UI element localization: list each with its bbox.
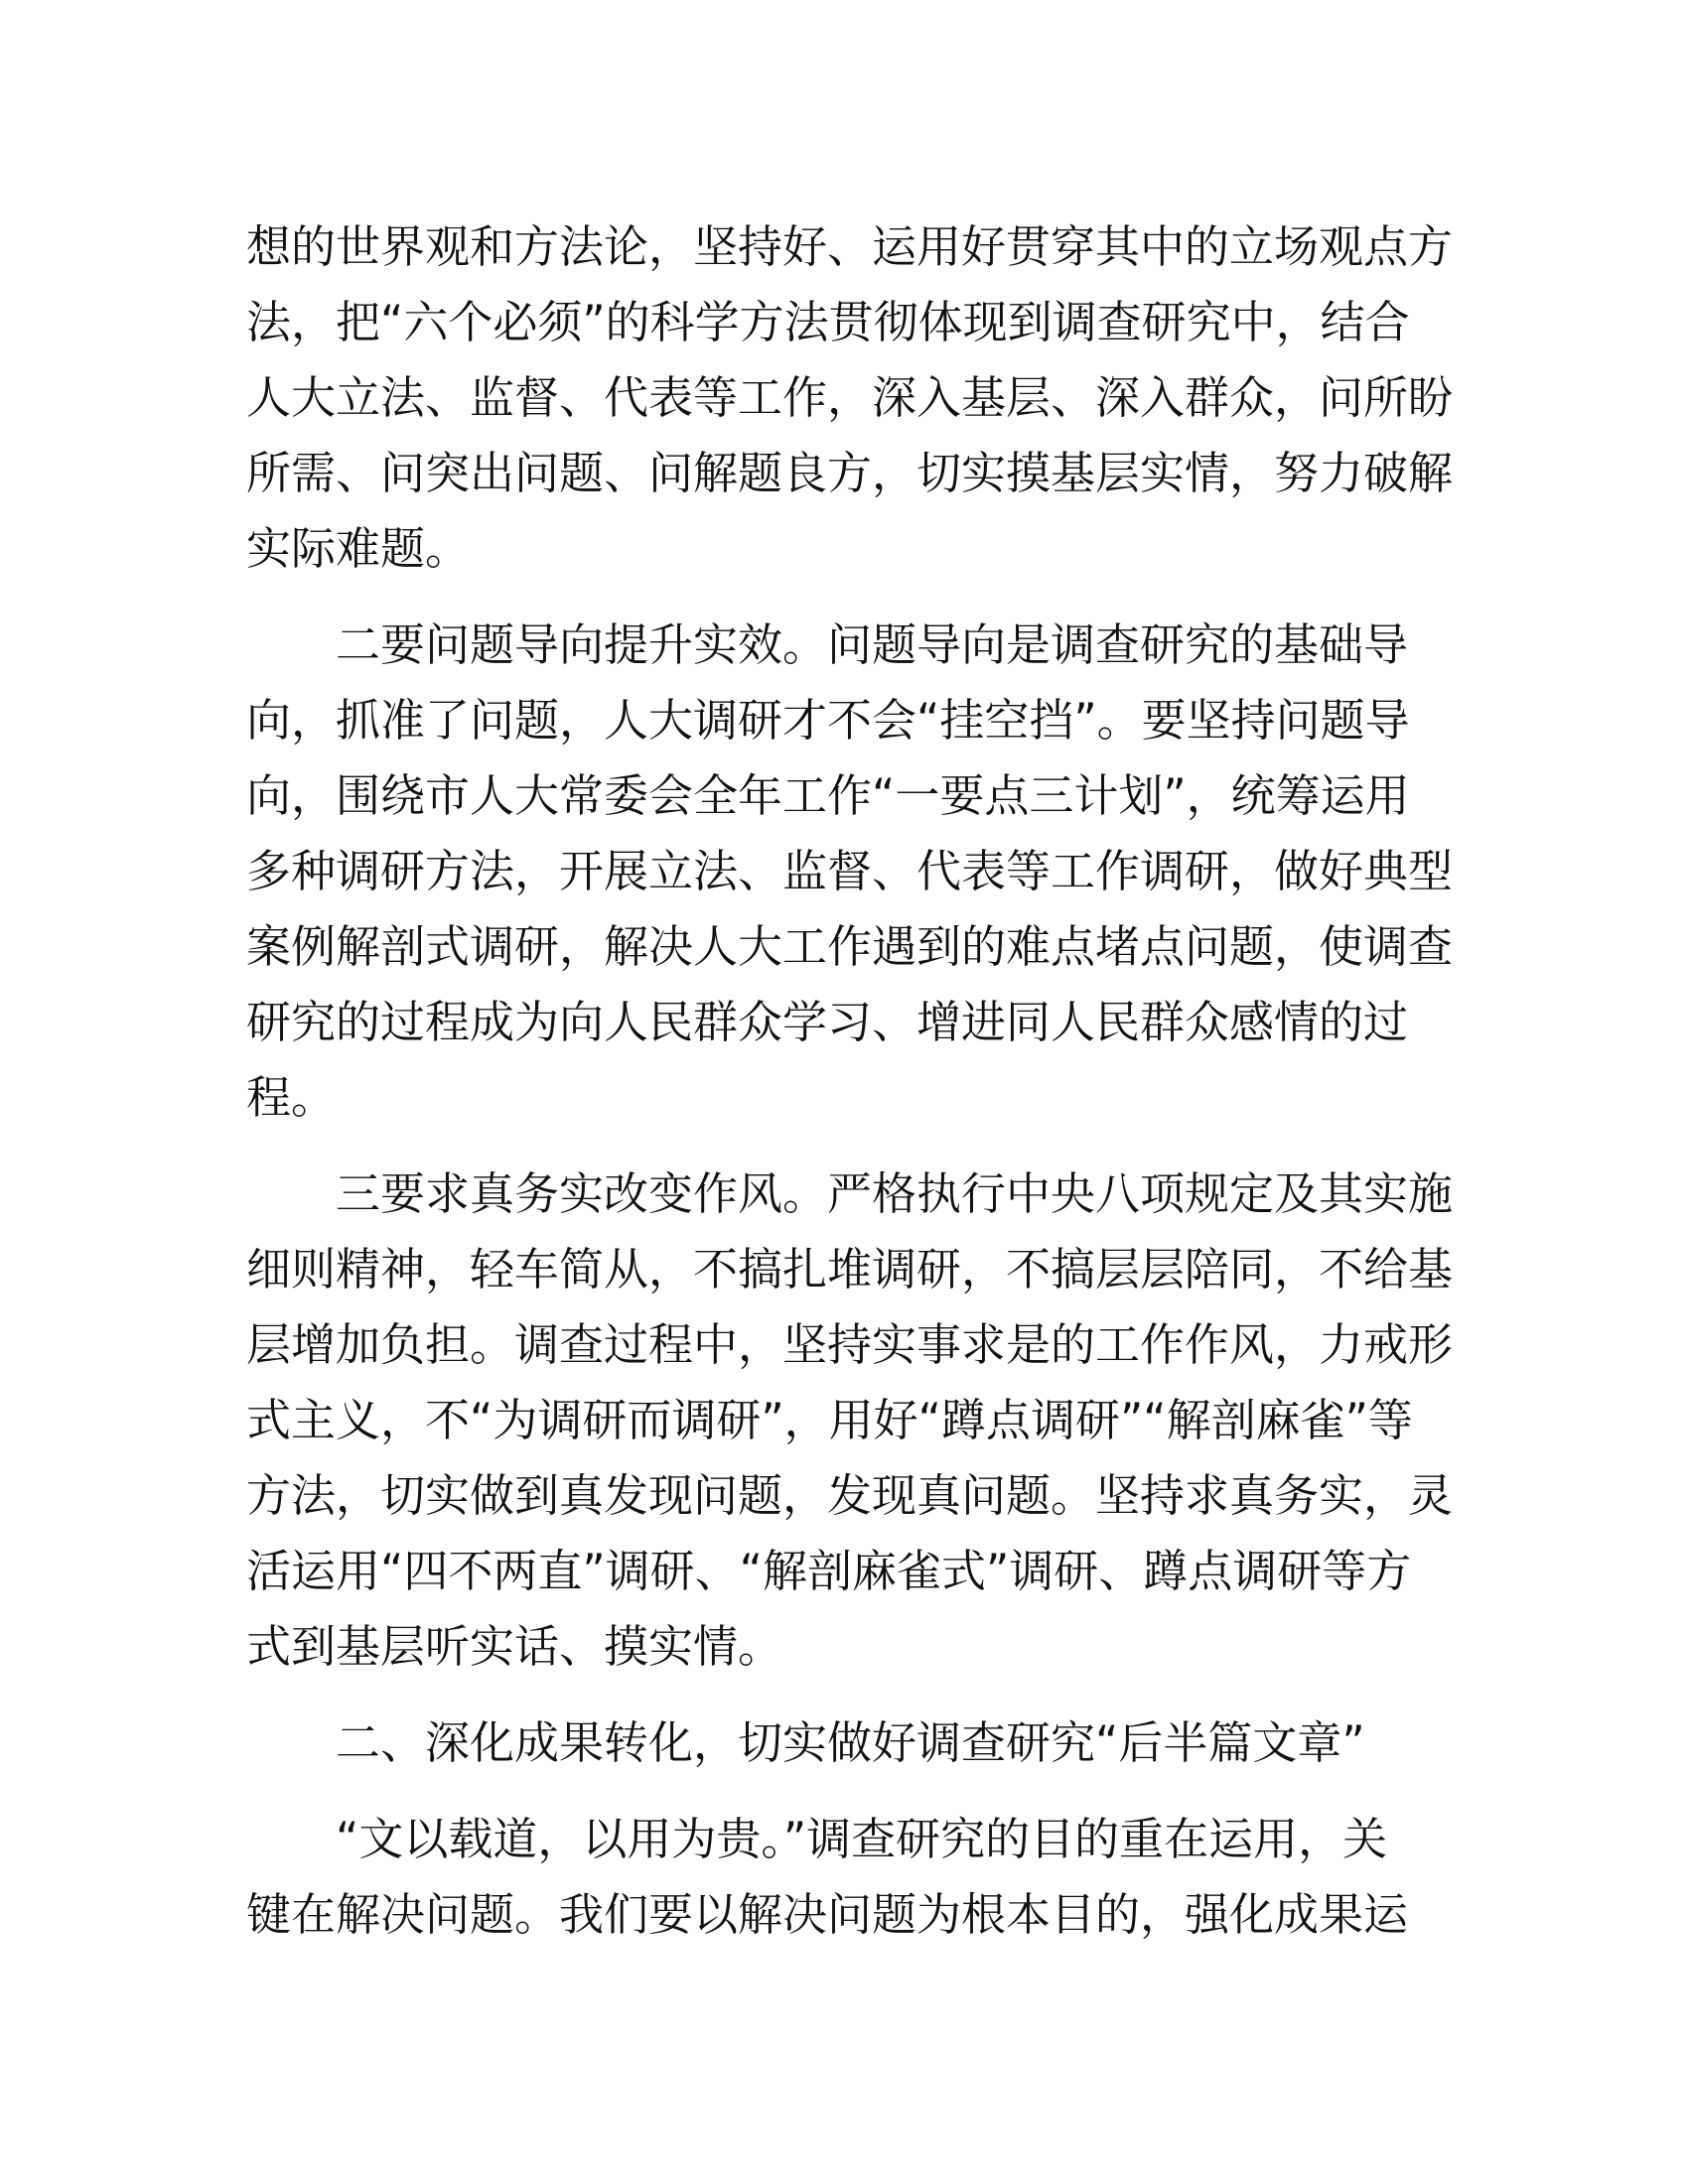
text-line: 式主义，不“为调研而调研”，用好“蹲点调研”“解剖麻雀”等 xyxy=(246,1394,1413,1446)
text-line: 研究的过程成为向人民群众学习、增进同人民群众感情的过 xyxy=(246,996,1409,1048)
text-line: 活运用“四不两直”调研、“解剖麻雀式”调研、蹲点调研等方 xyxy=(246,1545,1412,1597)
text-line: 法，把“六个必须”的科学方法贯彻体现到调查研究中，结合 xyxy=(246,296,1410,348)
paragraph-start-line: “文以载道，以用为贵。”调查研究的目的重在运用，关 xyxy=(336,1813,1388,1865)
text-line: 向，抓准了问题，人大调研才不会“挂空挡”。要坚持问题导 xyxy=(246,694,1410,747)
text-line: 层增加负担。调查过程中，坚持实事求是的工作作风，力戒形 xyxy=(246,1318,1454,1371)
paragraph-start-line: 三要求真务实改变作风。严格执行中央八项规定及其实施 xyxy=(336,1167,1454,1220)
text-line: 键在解决问题。我们要以解决问题为根本目的，强化成果运 xyxy=(246,1888,1409,1941)
text-line: 实际难题。 xyxy=(246,522,471,575)
text-line: 多种调研方法，开展立法、监督、代表等工作调研，做好典型 xyxy=(246,845,1454,897)
section-heading: 二、深化成果转化，切实做好调查研究“后半篇文章” xyxy=(336,1716,1365,1769)
text-line: 式到基层听实话、摸实情。 xyxy=(246,1620,783,1673)
text-line: 方法，切实做到真发现问题，发现真问题。坚持求真务实，灵 xyxy=(246,1469,1454,1522)
text-line: 案例解剖式调研，解决人大工作遇到的难点堵点问题，使调查 xyxy=(246,920,1454,973)
text-line: 人大立法、监督、代表等工作，深入基层、深入群众，问所盼 xyxy=(246,371,1454,424)
paragraph-start-line: 二要问题导向提升实效。问题导向是调查研究的基础导 xyxy=(336,618,1409,671)
text-line: 想的世界观和方法论，坚持好、运用好贯穿其中的立场观点方 xyxy=(246,220,1454,273)
text-line: 向，围绕市人大常委会全年工作“一要点三计划”，统筹运用 xyxy=(246,769,1410,822)
text-line: 细则精神，轻车简从，不搞扎堆调研，不搞层层陪同，不给基 xyxy=(246,1243,1454,1296)
text-line: 所需、问突出问题、问解题良方，切实摸基层实情，努力破解 xyxy=(246,447,1454,499)
text-line: 程。 xyxy=(246,1071,337,1124)
